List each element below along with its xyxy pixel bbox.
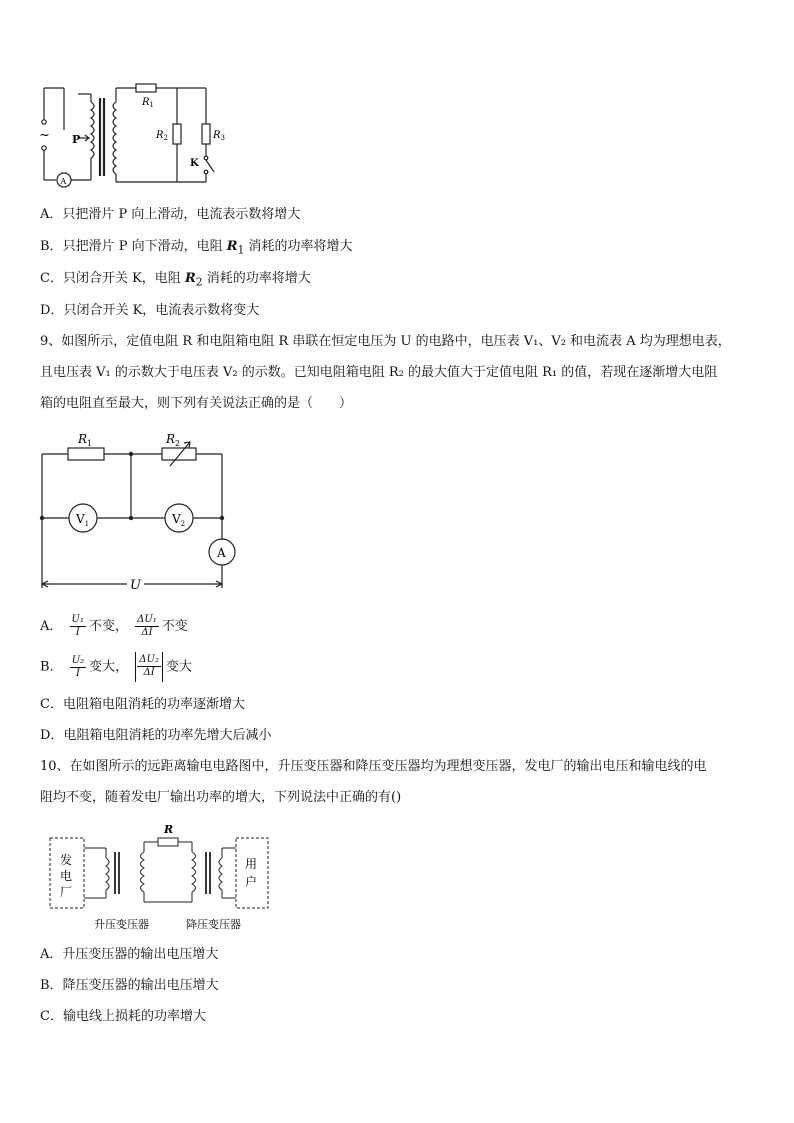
slider-p-label: P [72, 133, 81, 146]
q9-option-a: A． $\frac{\text{U₁}}{I}$ 不变， $\frac{\text{ΔU₁}}{\Delta I}$ 不变 [40, 614, 188, 638]
fraction-u1-over-i: $\frac{\text{U₁}}{I}$ [71, 614, 84, 638]
ammeter-label: A [60, 177, 67, 186]
q9-circuit-figure [38, 428, 258, 598]
voltage-u-label: U [130, 578, 141, 593]
q9-stem-line1: 9、如图所示，定值电阻 R 和电阻箱电阻 R 串联在恒定电压为 U 的电路中，电压表 V₁、V₂ 和电流表 A 均为理想电表， [40, 334, 731, 349]
step-down-transformer-label: 降压变压器 [186, 918, 241, 931]
abs-fraction-du2-over-di: $\frac{\text{ΔU₂}}{\Delta I}$ [135, 652, 163, 682]
fraction-du1-over-di: $\frac{\text{ΔU₁}}{\Delta I}$ [137, 614, 157, 638]
q10-option-b: B．降压变压器的输出电压增大 [40, 978, 219, 993]
r2-label: $R_2$ [166, 432, 181, 448]
q9-stem-line2: 且电压表 V₁ 的示数大于电压表 V₂ 的示数。已知电阻箱电阻 R₂ 的最大值大于定值电阻 R₁ 的值，若现在逐渐增大电阻 [40, 365, 718, 380]
q10-stem-line1: 10、在如图所示的远距离输电电路图中，升压变压器和降压变压器均为理想变压器，发电厂的输出电压和输电线的电 [40, 759, 707, 774]
q9-option-d: D．电阻箱电阻消耗的功率先增大后减小 [40, 728, 272, 743]
q10-stem-line2: 阻均不变，随着发电厂输出功率的增大，下列说法中正确的有() [40, 790, 402, 805]
q8-option-b: B．只把滑片 P 向下滑动，电阻 $R_1$ 消耗的功率将增大 [40, 239, 353, 257]
ammeter-label: A [217, 546, 226, 560]
q10-option-c: C．输电线上损耗的功率增大 [40, 1009, 206, 1024]
user-label-char1: 用 [245, 857, 258, 871]
q8-option-a: A．只把滑片 P 向上滑动，电流表示数将增大 [40, 207, 301, 222]
user-label-char2: 户 [245, 875, 258, 889]
v1-label: $V_1$ [76, 512, 90, 528]
q8-option-c: C．只闭合开关 K，电阻 $R_2$ 消耗的功率将增大 [40, 271, 311, 289]
v2-label: $V_2$ [172, 512, 186, 528]
q9-option-c: C．电阻箱电阻消耗的功率逐渐增大 [40, 697, 245, 712]
plant-label-char2: 电 [60, 869, 73, 883]
fraction-u2-over-i: $\frac{\text{U₂}}{I}$ [71, 654, 85, 679]
q9-option-b: B． $\frac{\text{U₂}}{I}$ 变大， $\frac{\text{ΔU₂}}{\Delta I}$ 变大 [40, 652, 760, 683]
r1-label: $R_1$ [142, 97, 154, 109]
q10-transmission-figure [46, 822, 286, 932]
line-resistor-label: R [164, 823, 174, 836]
r1-label: $R_1$ [78, 432, 93, 448]
q8-circuit-figure [36, 80, 236, 190]
q9-stem-line3: 箱的电阻直至最大，则下列有关说法正确的是（ ） [40, 396, 353, 411]
q8-option-d: D．只闭合开关 K，电流表示数将变大 [40, 303, 260, 318]
plant-label-char3: 厂 [60, 885, 73, 899]
switch-k-label: K [190, 158, 199, 169]
plant-label-char1: 发 [60, 853, 73, 867]
r2-label: $R_2$ [156, 130, 168, 142]
r3-label: $R_3$ [213, 130, 225, 142]
step-up-transformer-label: 升压变压器 [94, 918, 149, 931]
ac-source-label: ~ [39, 128, 50, 143]
q10-option-a: A．升压变压器的输出电压增大 [40, 947, 219, 962]
